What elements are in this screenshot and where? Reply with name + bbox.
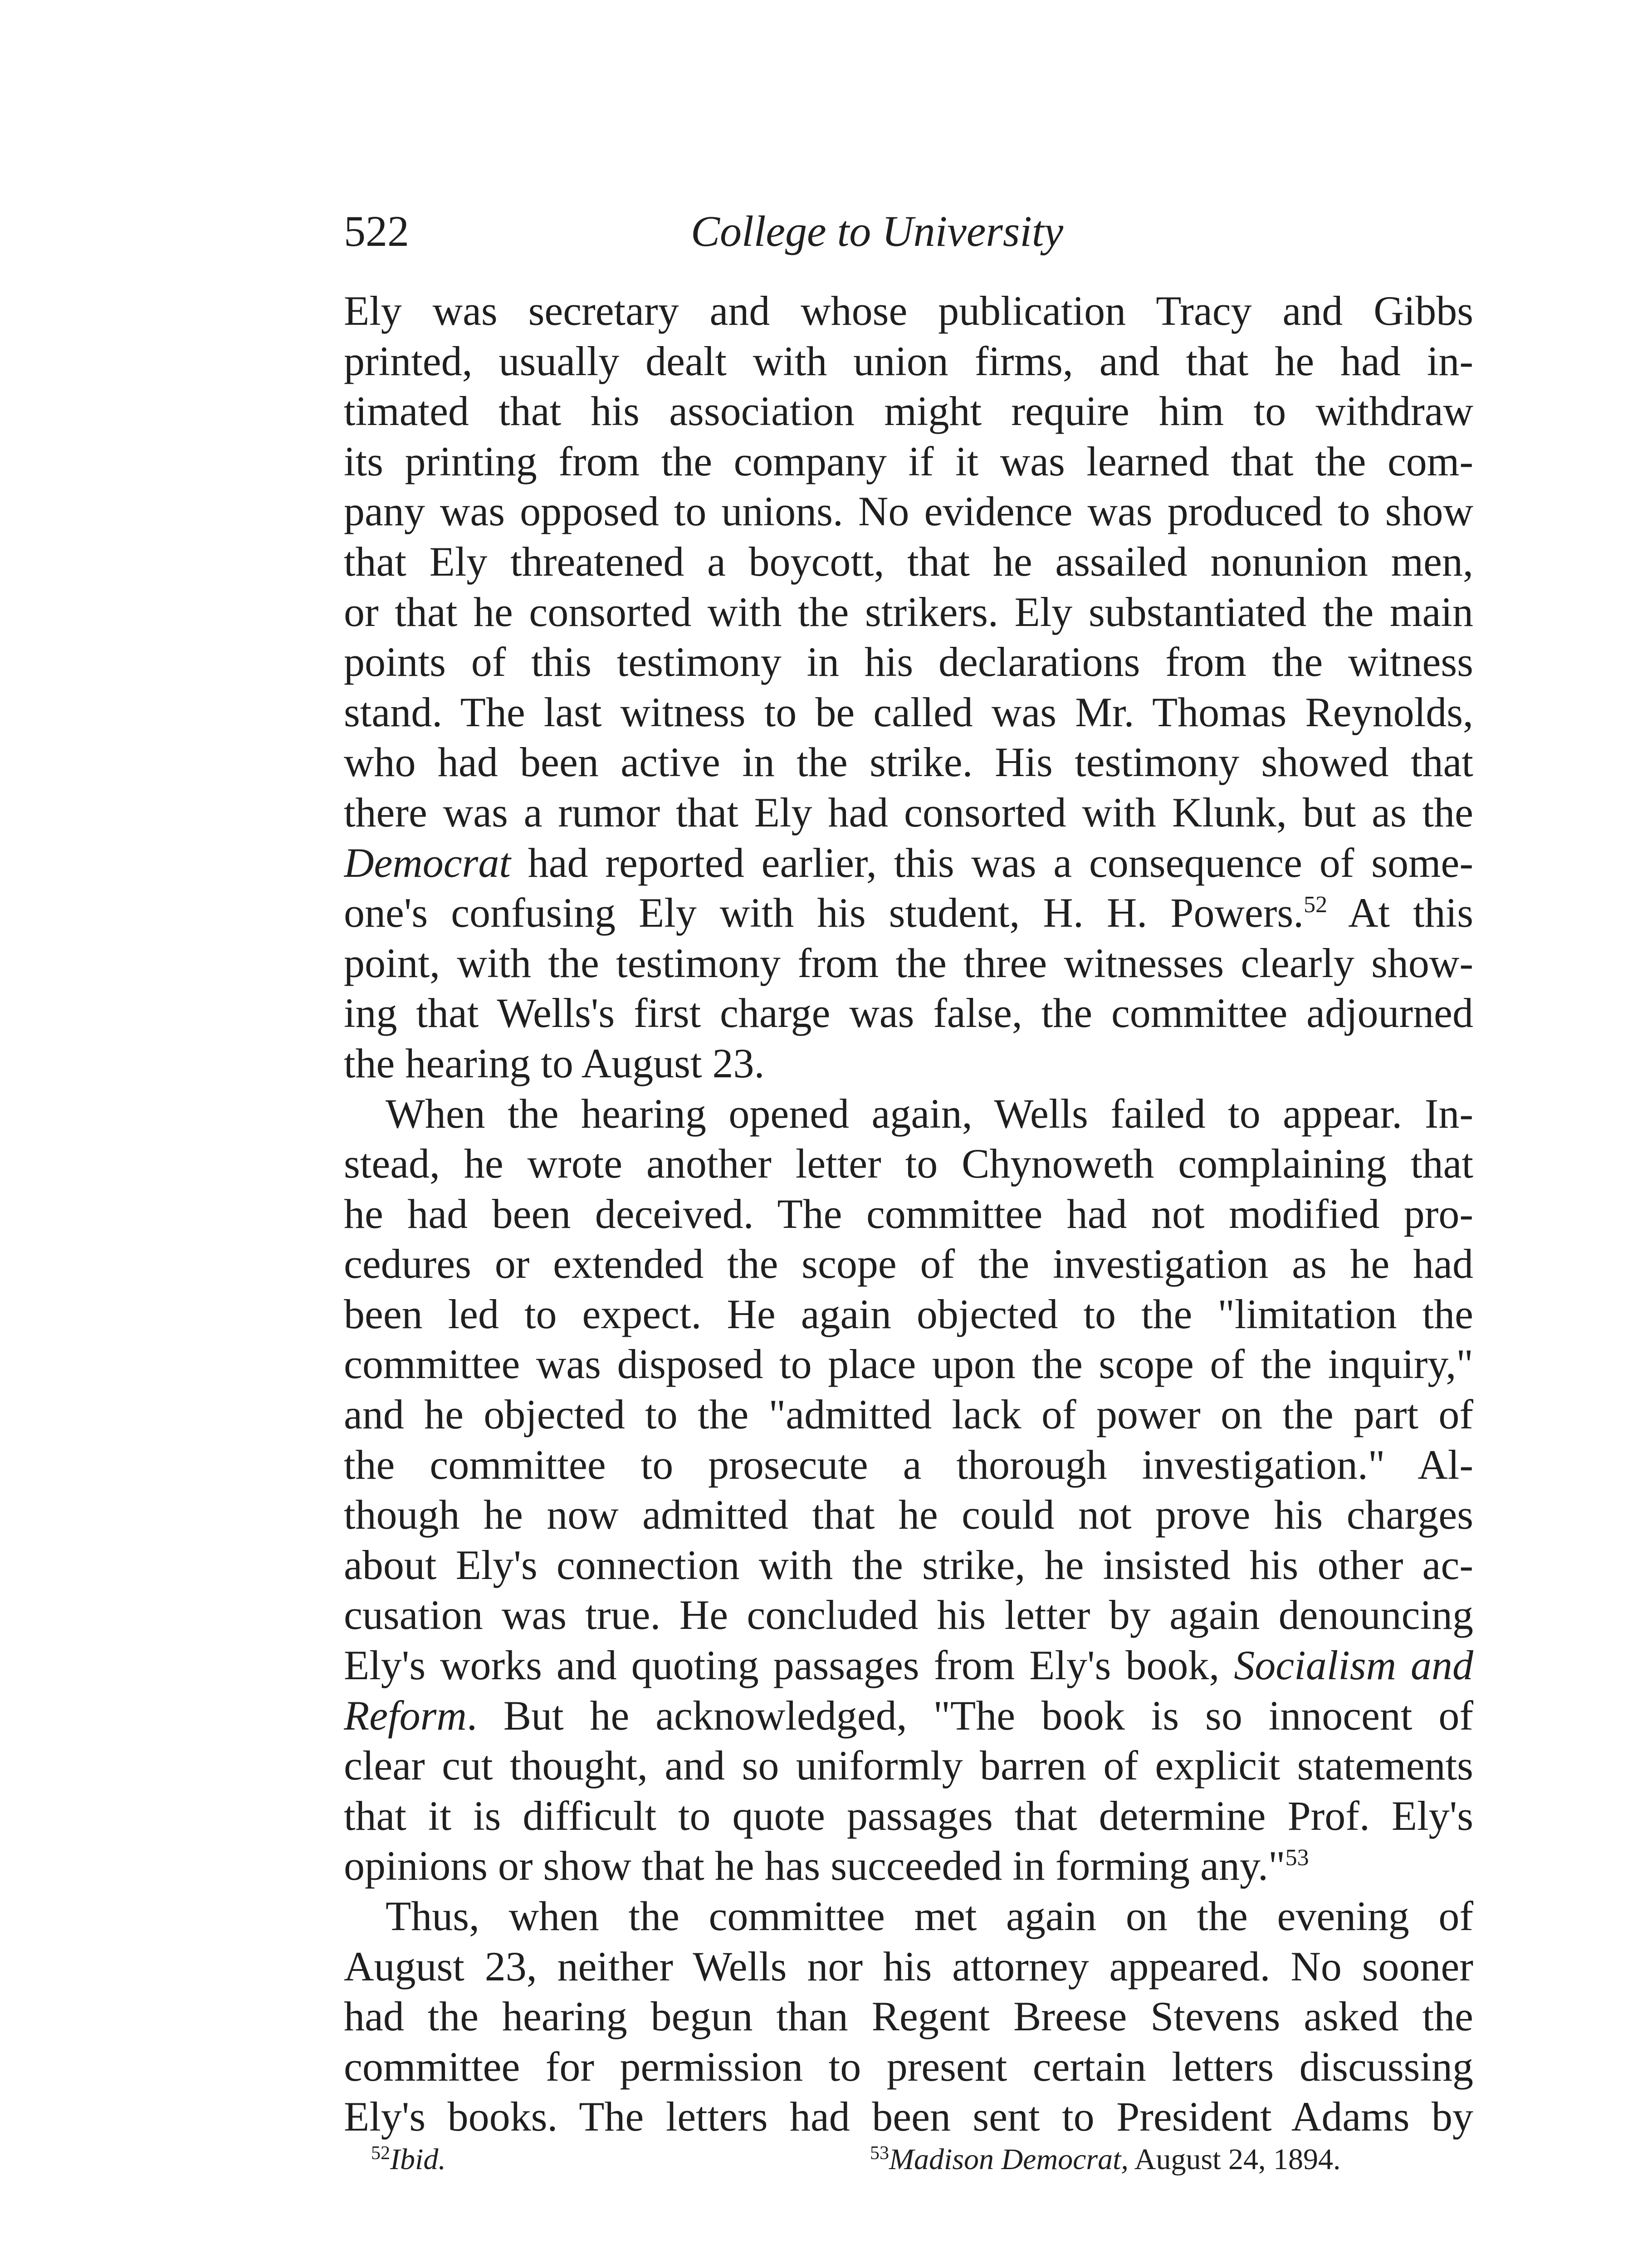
text-line: there was a rumor that Ely had consorted with Klunk, but as the [344, 789, 1473, 836]
text-line: Thus, when the committee met again on the evening of [386, 1893, 1473, 1939]
text-line [344, 1691, 1473, 1741]
text-line: committee was disposed to place upon the scope of the inquiry," [344, 1341, 1473, 1388]
text-line: about Ely's connection with the strike, he insisted his other ac- [344, 1541, 1473, 1588]
text-run: Ely's works and quoting passages from Ely's book, [344, 1642, 1234, 1689]
paragraph-2 [344, 1089, 1473, 1892]
text-line: and he objected to the "admitted lack of power on the part of [344, 1391, 1473, 1438]
italic-title-democrat: Democrat [344, 839, 511, 886]
text-line: ing that Wells's first charge was false, the committee adjourned [344, 990, 1473, 1036]
footnote-source-title: Madison Democrat, [889, 2143, 1129, 2176]
text-line: or that he consorted with the strikers. Ely substantiated the main [344, 588, 1473, 635]
text-line: who had been active in the strike. His testimony showed that [344, 739, 1473, 786]
paragraph-3 [344, 1891, 1473, 2142]
text-line: point, with the testimony from the three witnesses clearly show- [344, 939, 1473, 986]
footnote-number: 52 [371, 2143, 390, 2164]
footnote-53 [870, 2139, 1340, 2180]
text-line: its printing from the company if it was learned that the com- [344, 438, 1473, 484]
text-line: he had been deceived. The committee had not modified pro- [344, 1190, 1473, 1237]
text-line: had the hearing begun than Regent Breese Stevens asked the [344, 1993, 1473, 2040]
text-line: the committee to prosecute a thorough investigation." Al- [344, 1441, 1473, 1488]
text-line [344, 888, 1473, 938]
text-line: pany was opposed to unions. No evidence was produced to show [344, 488, 1473, 535]
text-run: At this [1327, 890, 1473, 936]
text-run: had reported earlier, this was a consequence of some- [510, 839, 1473, 886]
text-line: stand. The last witness to be called was Mr. Thomas Reynolds, [344, 689, 1473, 735]
text-line: August 23, neither Wells nor his attorney appeared. No sooner [344, 1943, 1473, 1989]
footnotes [344, 2139, 1473, 2180]
text-line: been led to expect. He again objected to the "limitation the [344, 1290, 1473, 1337]
text-line: points of this testimony in his declarations from the witness [344, 639, 1473, 685]
text-run: opinions or show that he has succeeded in forming any." [344, 1843, 1285, 1889]
running-head [344, 204, 1473, 259]
text-line: Ely was secretary and whose publication Tracy and Gibbs [344, 288, 1473, 334]
text-line: the hearing to August 23. [344, 1040, 765, 1086]
footnote-reference-52: 52 [1304, 892, 1328, 918]
italic-book-title: Reform [344, 1692, 467, 1739]
text-line [344, 1841, 1473, 1891]
body-text [344, 286, 1473, 2142]
footnote-reference-53: 53 [1285, 1845, 1309, 1871]
text-line: clear cut thought, and so uniformly barren of explicit statements [344, 1742, 1473, 1789]
text-line: When the hearing opened again, Wells failed to appear. In- [386, 1090, 1473, 1137]
text-line [344, 838, 1473, 888]
text-line: printed, usually dealt with union firms, and that he had in- [344, 337, 1473, 384]
text-line: timated that his association might require him to withdraw [344, 388, 1473, 435]
footnote-text: Ibid. [390, 2143, 446, 2176]
text-line [344, 1640, 1473, 1691]
text-line: that Ely threatened a boycott, that he assailed nonunion men, [344, 538, 1473, 585]
running-title: College to University [691, 207, 1064, 255]
text-line: stead, he wrote another letter to Chynoweth complaining that [344, 1140, 1473, 1187]
footnote-52 [371, 2139, 446, 2180]
text-line: though he now admitted that he could not prove his charges [344, 1491, 1473, 1538]
footnote-number: 53 [870, 2143, 889, 2164]
text-run: one's confusing Ely with his student, H. H. Powers. [344, 890, 1304, 936]
text-line: cusation was true. He concluded his letter by again denouncing [344, 1592, 1473, 1638]
paragraph-1 [344, 286, 1473, 1089]
text-line: cedures or extended the scope of the investigation as he had [344, 1241, 1473, 1287]
text-line: that it is difficult to quote passages that determine Prof. Ely's [344, 1792, 1473, 1839]
text-line: committee for permission to present certain letters discussing [344, 2043, 1473, 2090]
page-number: 522 [344, 207, 409, 255]
footnote-text: August 24, 1894. [1128, 2143, 1341, 2176]
text-line: Ely's books. The letters had been sent to President Adams by [344, 2093, 1473, 2140]
italic-book-title: Socialism and [1234, 1642, 1473, 1689]
text-run: . But he acknowledged, "The book is so innocent of [466, 1692, 1473, 1739]
